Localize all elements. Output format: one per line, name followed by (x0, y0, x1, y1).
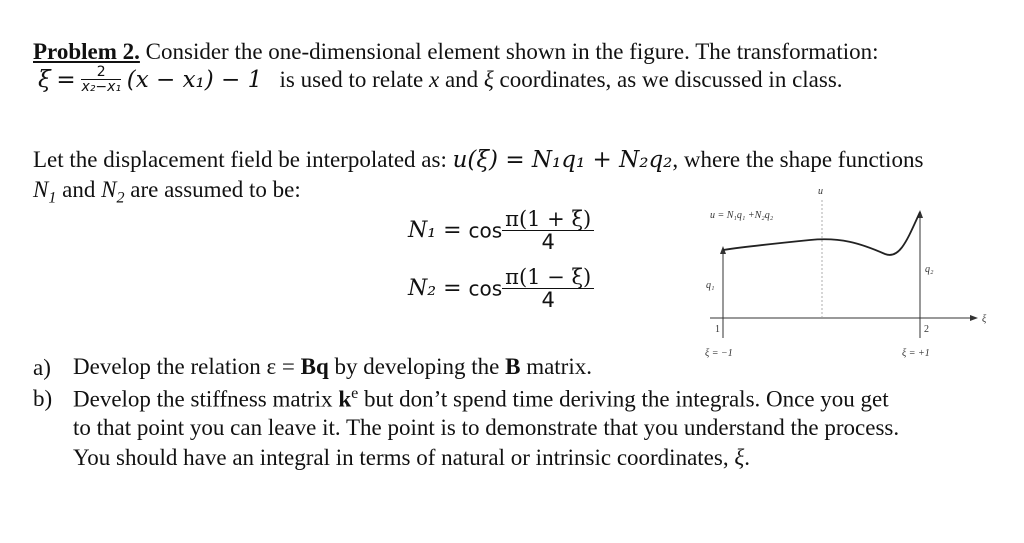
figure-node2: 2 (924, 324, 929, 335)
equals-sign: = (56, 67, 76, 93)
n1-symbol: N (33, 177, 49, 202)
figure-q1-label: q₁ (706, 280, 715, 291)
n2-symbol: N (101, 177, 117, 202)
x-symbol: x (428, 67, 440, 92)
task-b-part1: Develop the stiffness matrix (73, 386, 333, 412)
xi-symbol-2: ξ (483, 67, 494, 92)
figure-curve-label: u = N₁q₁ +N₂q₂ (710, 210, 774, 221)
n1-cos: cos (468, 218, 503, 243)
task-a-part3: matrix. (526, 354, 592, 379)
figure-xi-axis-label: ξ (982, 314, 987, 325)
fraction-denominator: x₂−x₁ (81, 79, 121, 96)
n2-denominator: 4 (541, 288, 555, 313)
n1-equals: = (443, 218, 462, 244)
task-a-bq: Bq (300, 354, 329, 379)
task-a-text (73, 355, 592, 378)
transformation-line (38, 63, 843, 96)
task-b-line3 (73, 446, 750, 469)
n1-denominator: 4 (541, 230, 555, 255)
displacement-line-2 (33, 178, 301, 207)
xi-symbol: ξ (38, 67, 51, 93)
n1-sub: 1 (48, 189, 57, 207)
transform-rest: (x − x₁) − 1 (126, 67, 263, 93)
assumed-text: are assumed to be: (130, 177, 301, 202)
after-xi-text: coordinates, as we discussed in class. (499, 67, 843, 92)
problem-intro: Consider the one-dimensional element shown in the figure. The transformation: (145, 39, 879, 64)
figure-u-label: u (818, 188, 823, 197)
n2-equals: = (443, 276, 462, 302)
n2-cos: cos (468, 276, 503, 301)
n2-fraction (502, 266, 594, 311)
task-b-label: b) (33, 386, 53, 411)
figure-xi-left: ξ = −1 (705, 348, 733, 358)
element-figure (690, 188, 990, 358)
n2-sub: 2 (116, 189, 125, 207)
fraction-numerator: 2 (96, 63, 106, 80)
n2-equation (408, 266, 594, 311)
task-a-part2: by developing the (334, 354, 500, 379)
displacement-intro: Let the displacement field be interpolated as: (33, 147, 447, 172)
n1-fraction (502, 208, 594, 253)
task-b-period: . (744, 445, 750, 470)
task-b-sup: e (351, 385, 359, 402)
task-b-line3-text: You should have an integral in terms of natural or intrinsic coordinates, (73, 445, 729, 470)
task-a-part1: Develop the relation ε = (73, 354, 295, 379)
transform-after: is used to relate (279, 67, 424, 92)
task-b-line1 (73, 386, 889, 411)
transform-fraction (81, 65, 121, 95)
task-b-k: k (338, 386, 352, 412)
figure-xi-right: ξ = +1 (902, 348, 930, 358)
n1-numerator: π(1 + ξ) (505, 207, 592, 231)
u-expression: u(ξ) = N₁q₁ + N₂q₂ (452, 147, 673, 173)
task-b-xi: ξ (734, 445, 745, 470)
n1-lhs: N₁ (408, 218, 437, 244)
displacement-end: , where the shape functions (672, 147, 924, 172)
and-word: and (444, 67, 479, 92)
n1-equation (408, 208, 594, 253)
and-word-2: and (62, 177, 96, 202)
xi-axis-arrow (970, 315, 978, 321)
figure-node1: 1 (715, 324, 720, 335)
n2-lhs: N₂ (408, 276, 437, 302)
task-b-part2: but don’t spend time deriving the integrals. Once you get (364, 386, 889, 412)
displacement-line-1 (33, 148, 923, 172)
task-a-b: B (505, 354, 521, 379)
n2-numerator: π(1 − ξ) (505, 265, 592, 289)
task-b-line2: to that point you can leave it. The point is to demonstrate that you understand the process. (73, 415, 900, 440)
problem-label: Problem 2. (33, 39, 140, 64)
task-a-label: a) (33, 355, 51, 380)
figure-q2-label: q₂ (925, 264, 934, 275)
problem-heading-line (33, 40, 879, 63)
